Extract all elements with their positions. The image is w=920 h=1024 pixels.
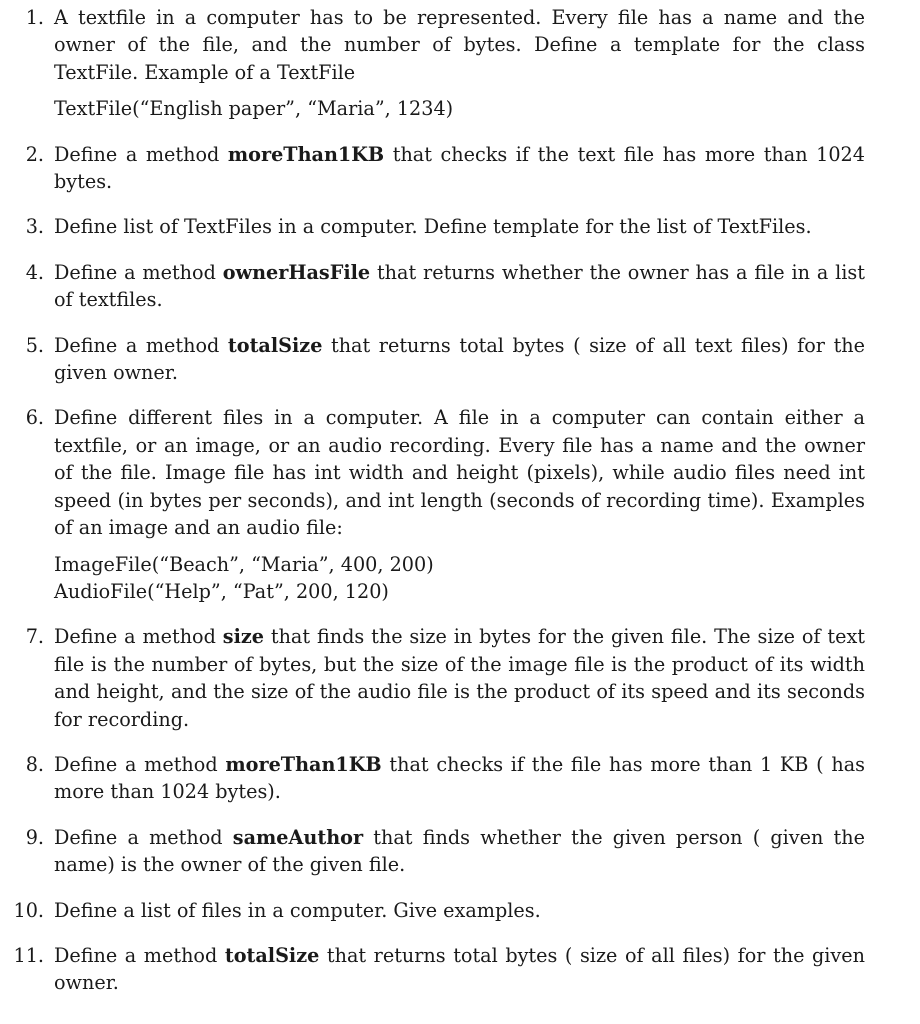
example-line: AudioFile(“Help”, “Pat”, 200, 120) (54, 579, 389, 603)
item-number: 10. (13, 898, 44, 922)
list-item-2 (0, 141, 920, 196)
item-text: Define a method size that finds the size in bytes for the given file. The size of text file is the number of bytes, but the size of the image file is the product of its width and height, and the size of the audio file is the product of its speed and its seconds for recording. (54, 625, 865, 731)
method-name: sameAuthor (232, 825, 364, 849)
item-text: Define a method sameAuthor that finds whether the given person ( given the name) is the owner of the given file. (54, 825, 865, 877)
method-name: size (222, 625, 264, 649)
item-text: Define a method totalSize that returns total bytes ( size of all text files) for the given owner. (54, 333, 865, 385)
item-text: Define list of TextFiles in a computer. Define template for the list of TextFiles. (54, 215, 812, 239)
item-number: 4. (25, 260, 44, 284)
list-item-4 (0, 259, 920, 314)
code-example (54, 551, 865, 606)
list-item-1 (0, 4, 920, 123)
item-text: Define a method moreThan1KB that checks if the file has more than 1 KB ( has more than 1024 bytes). (54, 752, 865, 804)
code-example (54, 95, 865, 122)
item-text: Define a method moreThan1KB that checks if the text file has more than 1024 bytes. (54, 142, 865, 194)
item-number: 9. (25, 825, 44, 849)
item-text: A textfile in a computer has to be represented. Every file has a name and the owner of the file, and the number of bytes. Define a template for the class TextFile. Example of a TextFile (54, 6, 865, 84)
list-item-11 (0, 942, 920, 997)
exercise-list (0, 4, 920, 1015)
list-item-7 (0, 623, 920, 733)
item-number: 2. (25, 142, 44, 166)
item-text: Define a list of files in a computer. Give examples. (54, 898, 541, 922)
item-number: 7. (25, 625, 44, 649)
list-item-9 (0, 824, 920, 879)
list-item-6 (0, 404, 920, 605)
item-number: 8. (25, 752, 44, 776)
method-name: moreThan1KB (227, 142, 385, 166)
item-text: Define a method totalSize that returns total bytes ( size of all files) for the given owner. (54, 943, 865, 995)
item-number: 11. (13, 943, 44, 967)
method-name: moreThan1KB (225, 752, 382, 776)
method-name: ownerHasFile (222, 260, 371, 284)
item-text: Define a method ownerHasFile that returns whether the owner has a file in a list of textfiles. (54, 260, 865, 312)
list-item-8 (0, 751, 920, 806)
list-item-5 (0, 332, 920, 387)
item-text: Define different files in a computer. A file in a computer can contain either a textfile, or an image, or an audio recording. Every file has a name and the owner of the file. Image file has int width and height (pixels), while audio files need int speed (in bytes per seconds), and int length (seconds of recording time). Examples of an image and an audio file: (54, 406, 865, 540)
item-number: 3. (25, 215, 44, 239)
list-item-10 (0, 897, 920, 924)
item-number: 1. (25, 6, 44, 29)
method-name: totalSize (227, 333, 323, 357)
method-name: totalSize (224, 943, 320, 967)
item-number: 5. (25, 333, 44, 357)
example-line: TextFile(“English paper”, “Maria”, 1234) (54, 97, 454, 121)
example-line: ImageFile(“Beach”, “Maria”, 400, 200) (54, 552, 434, 576)
item-number: 6. (25, 406, 44, 430)
list-item-3 (0, 213, 920, 240)
